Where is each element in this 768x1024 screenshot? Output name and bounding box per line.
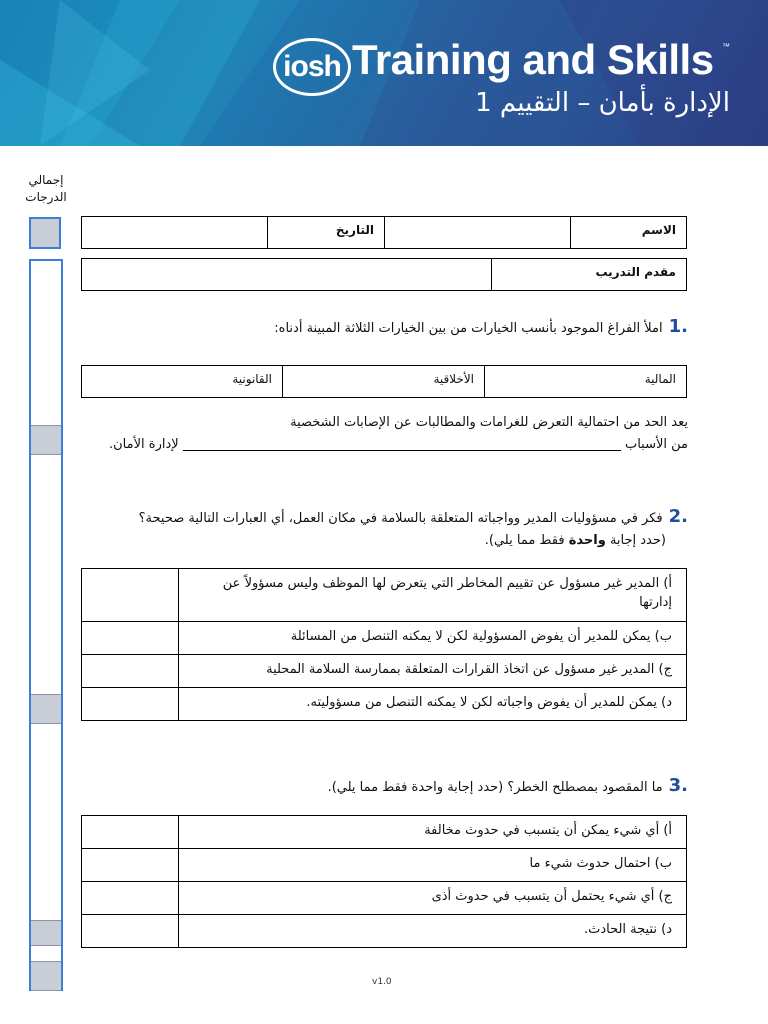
score-column (29, 259, 63, 991)
total-score-label (14, 172, 78, 206)
page-subtitle: الإدارة بأمان – التقييم 1 (475, 88, 730, 118)
question-3-text: ما المقصود بمصطلح الخطر؟ (حدد إجابة واحدة فقط مما يلي). (327, 780, 663, 795)
q2-instruction-bold: واحدة (568, 533, 606, 548)
score-cell-q3[interactable] (31, 920, 61, 946)
q2-answer-b-box[interactable] (81, 621, 179, 655)
question-3-number: .3 (668, 775, 688, 796)
q2-answer-a-text: أ) المدير غير مسؤول عن تقييم المخاطر التي يتعرض لها الموظف وليس مسؤولاً عن إدارتها (178, 568, 687, 622)
name-label: الاسم (570, 216, 687, 249)
trainer-field[interactable] (81, 258, 492, 291)
q2-answer-row-b[interactable] (81, 621, 687, 655)
trademark-mark: ™ (722, 42, 730, 51)
q1-option-ethical[interactable]: الأخلاقية (282, 365, 485, 398)
trainer-label: مقدم التدريب (491, 258, 687, 291)
q3-answer-b-text: ب) احتمال حدوث شيء ما (178, 848, 687, 882)
question-1-text: املأ الفراغ الموجود بأنسب الخيارات من بين الخيارات الثلاثة المبينة أدناه: (274, 321, 663, 336)
q3-answer-d-text: د) نتيجة الحادث. (178, 914, 687, 948)
q1-blank-long[interactable] (183, 438, 513, 451)
q3-answer-b-box[interactable] (81, 848, 179, 882)
q1-blank-short[interactable] (513, 438, 621, 451)
score-cell-q1[interactable] (31, 425, 61, 455)
question-3 (328, 775, 688, 799)
q3-answer-a-box[interactable] (81, 815, 179, 849)
header-banner (0, 0, 768, 146)
q3-answer-c-box[interactable] (81, 881, 179, 915)
q3-answer-row-d[interactable] (81, 914, 687, 948)
question-2 (139, 506, 688, 552)
q3-answer-row-b[interactable] (81, 848, 687, 882)
q2-answer-row-a[interactable] (81, 568, 687, 622)
q1-sentence-line1: يعد الحد من احتمالية التعرض للغرامات والمطالبات عن الإصابات الشخصية (290, 415, 688, 430)
score-cell-q2[interactable] (31, 694, 61, 724)
q2-instruction-c: فقط مما يلي). (484, 533, 565, 548)
question-2-number: .2 (668, 506, 688, 527)
q3-answer-row-a[interactable] (81, 815, 687, 849)
q3-answer-a-text: أ) أي شيء يمكن أن يتسبب في حدوث مخالفة (178, 815, 687, 849)
q2-answer-c-text: ج) المدير غير مسؤول عن اتخاذ القرارات المتعلقة بممارسة السلامة المحلية (178, 654, 687, 688)
q3-answer-row-c[interactable] (81, 881, 687, 915)
q1-sentence-end: لإدارة الأمان. (109, 437, 179, 452)
q2-answer-row-c[interactable] (81, 654, 687, 688)
q2-answer-row-d[interactable] (81, 687, 687, 721)
question-1-number: .1 (668, 316, 688, 337)
q2-answer-c-box[interactable] (81, 654, 179, 688)
q2-answer-a-box[interactable] (81, 568, 179, 622)
brand-title: Training and Skills (352, 36, 714, 83)
score-label-line1: إجمالي (28, 173, 64, 187)
question-2-text: فكر في مسؤوليات المدير وواجباته المتعلقة بالسلامة في مكان العمل، أي العبارات التالية صحيحة؟ (138, 511, 663, 526)
q1-option-financial[interactable]: المالية (484, 365, 687, 398)
q1-sentence-line2 (109, 434, 688, 456)
q3-answer-d-box[interactable] (81, 914, 179, 948)
q3-answer-c-text: ج) أي شيء يحتمل أن يتسبب في حدوث أذى (178, 881, 687, 915)
total-score-box[interactable] (29, 217, 61, 249)
score-label-line2: الدرجات (25, 190, 67, 204)
date-label: التاريخ (267, 216, 385, 249)
score-cell-extra[interactable] (31, 961, 61, 991)
q1-sentence (109, 412, 688, 456)
q2-answer-d-text: د) يمكن للمدير أن يفوض واجباته لكن لا يمكنه التنصل من مسؤوليته. (178, 687, 687, 721)
q2-answer-d-box[interactable] (81, 687, 179, 721)
q1-option-legal[interactable]: القانونية (81, 365, 283, 398)
q1-sentence-start: من الأسباب (624, 437, 688, 452)
name-field[interactable] (384, 216, 571, 249)
q2-answer-b-text: ب) يمكن للمدير أن يفوض المسؤولية لكن لا يمكنه التنصل من المسائلة (178, 621, 687, 655)
version-footer: v1.0 (372, 977, 392, 987)
iosh-logo: iosh (273, 38, 351, 96)
question-2-instruction (139, 530, 666, 552)
question-1 (274, 316, 688, 340)
q2-instruction-a: (حدد إجابة (609, 533, 666, 548)
date-field[interactable] (81, 216, 268, 249)
